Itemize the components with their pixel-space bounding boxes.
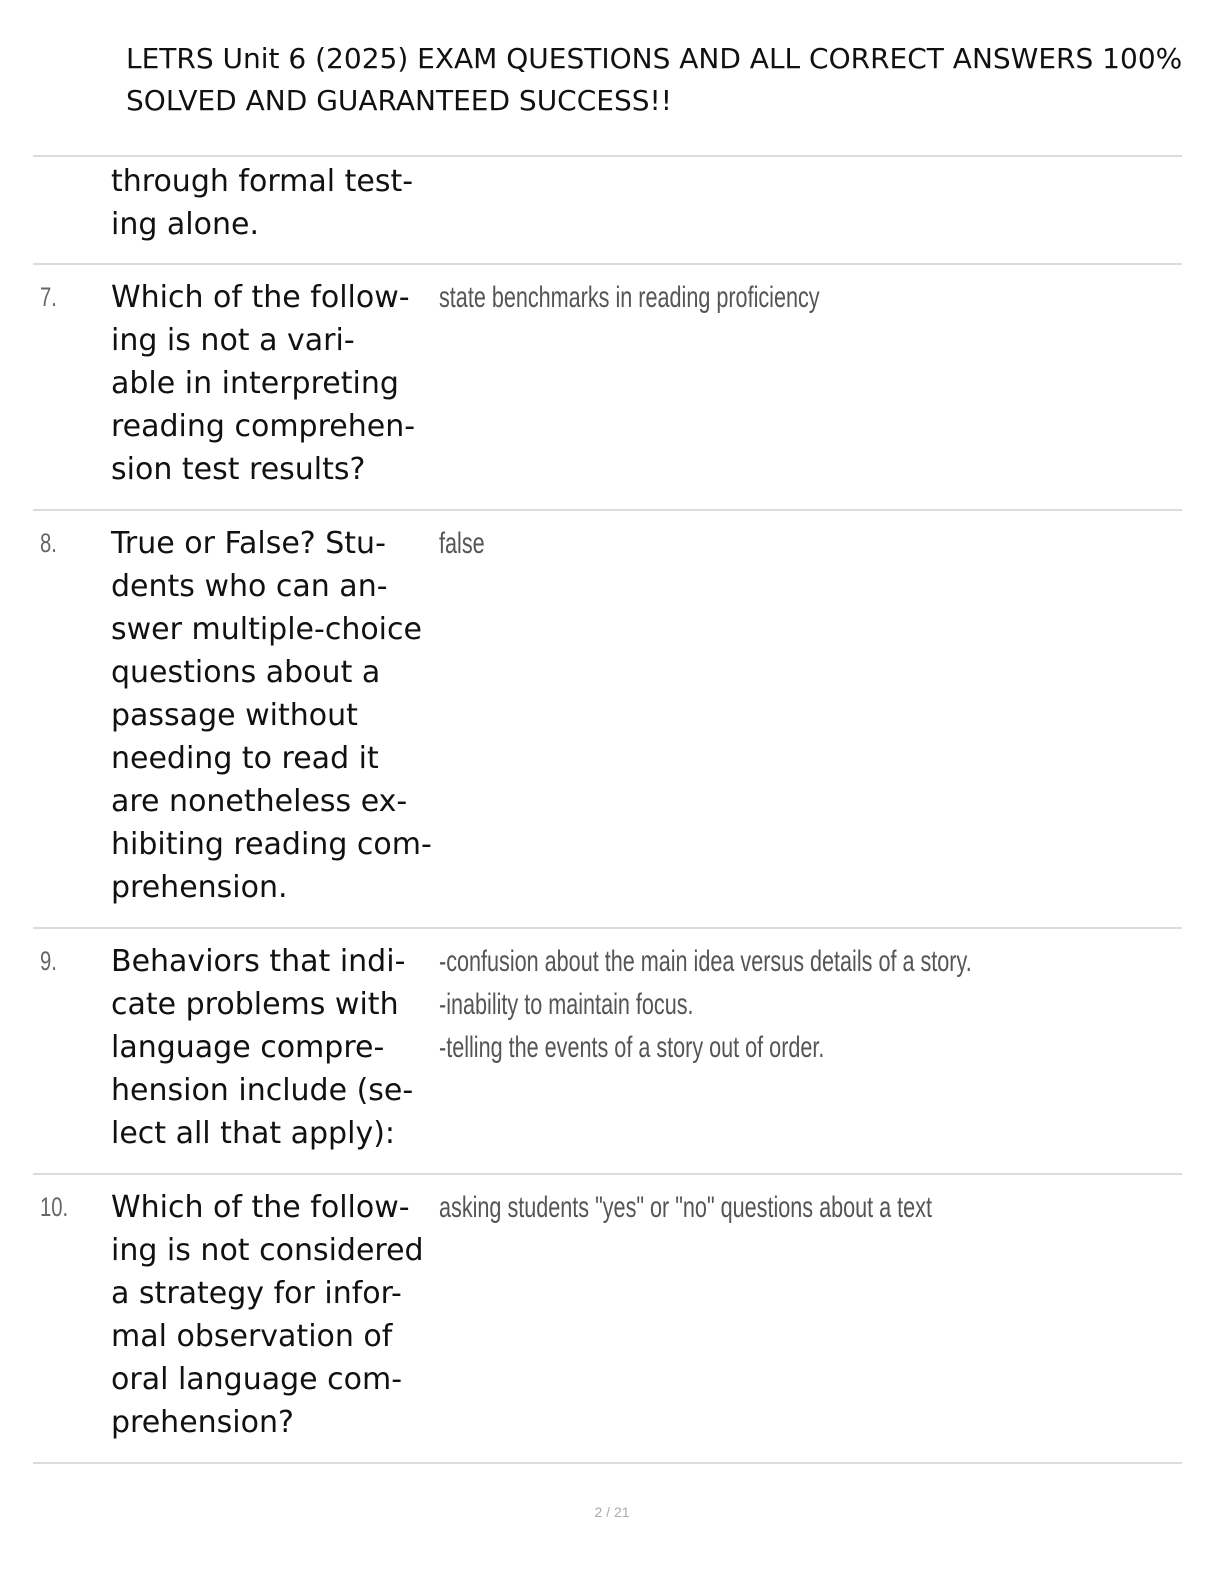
answer-line: state benchmarks in reading proficiency [439,281,820,314]
page-indicator: 2 / 21 [594,1504,630,1520]
document-title [126,38,1224,122]
question-answer [439,522,986,565]
question-term-line: Which of the follow- [111,1190,410,1225]
document-title-line-1: LETRS Unit 6 (2025) EXAM QUESTIONS AND ALL CORRECT ANSWERS 100% [126,42,1183,75]
question-term-line: ing is not a vari- [111,323,355,358]
question-term [111,522,441,909]
answer-line: -telling the events of a story out of order. [439,1031,825,1064]
question-term-line: hension include (se- [111,1073,414,1108]
question-term-line: mal observation of [111,1319,393,1354]
question-term-line: a strategy for infor- [111,1276,402,1311]
row-divider [33,1462,1182,1464]
question-answer [439,1186,986,1229]
question-term-line: oral language com- [111,1362,403,1397]
row-divider [33,927,1182,929]
question-term [111,1186,441,1444]
question-term-line: able in interpreting [111,366,399,401]
answer-line: -inability to maintain focus. [439,988,694,1021]
row-divider [33,155,1182,157]
question-number: 9. [40,946,57,976]
answer-line: false [439,527,485,560]
question-term [111,940,441,1155]
question-term-line: dents who can an- [111,569,388,604]
continued-term [111,160,441,246]
answer-line: -confusion about the main idea versus details of a story. [439,945,972,978]
question-term-line: Which of the follow- [111,280,410,315]
question-number: 7. [40,282,57,312]
question-answer [439,276,986,319]
question-term-line: cate problems with [111,987,399,1022]
question-number: 10. [40,1192,69,1222]
question-term-line: questions about a [111,655,381,690]
question-term-line: language compre- [111,1030,385,1065]
question-term-line: hibiting reading com- [111,827,432,862]
question-term-line: True or False? Stu- [111,526,386,561]
document-title-line-2: SOLVED AND GUARANTEED SUCCESS!! [126,84,672,117]
row-divider [33,509,1182,511]
question-term-line: prehension. [111,870,288,905]
question-term-line: Behaviors that indi- [111,944,406,979]
question-term-line: ing is not considered [111,1233,424,1268]
question-term-line: lect all that apply): [111,1116,396,1151]
continued-term-line: ing alone. [111,207,260,242]
answer-line: asking students "yes" or "no" questions about a text [439,1191,932,1224]
question-term-line: swer multiple-choice [111,612,422,647]
row-divider [33,263,1182,265]
question-term-line: sion test results? [111,452,366,487]
question-term-line: needing to read it [111,741,379,776]
question-answer [439,940,986,1069]
question-term [111,276,441,491]
row-divider [33,1173,1182,1175]
question-term-line: prehension? [111,1405,294,1440]
question-term-line: reading comprehen- [111,409,416,444]
question-number: 8. [40,528,57,558]
question-term-line: are nonetheless ex- [111,784,408,819]
question-term-line: passage without [111,698,358,733]
continued-term-line: through formal test- [111,164,414,199]
